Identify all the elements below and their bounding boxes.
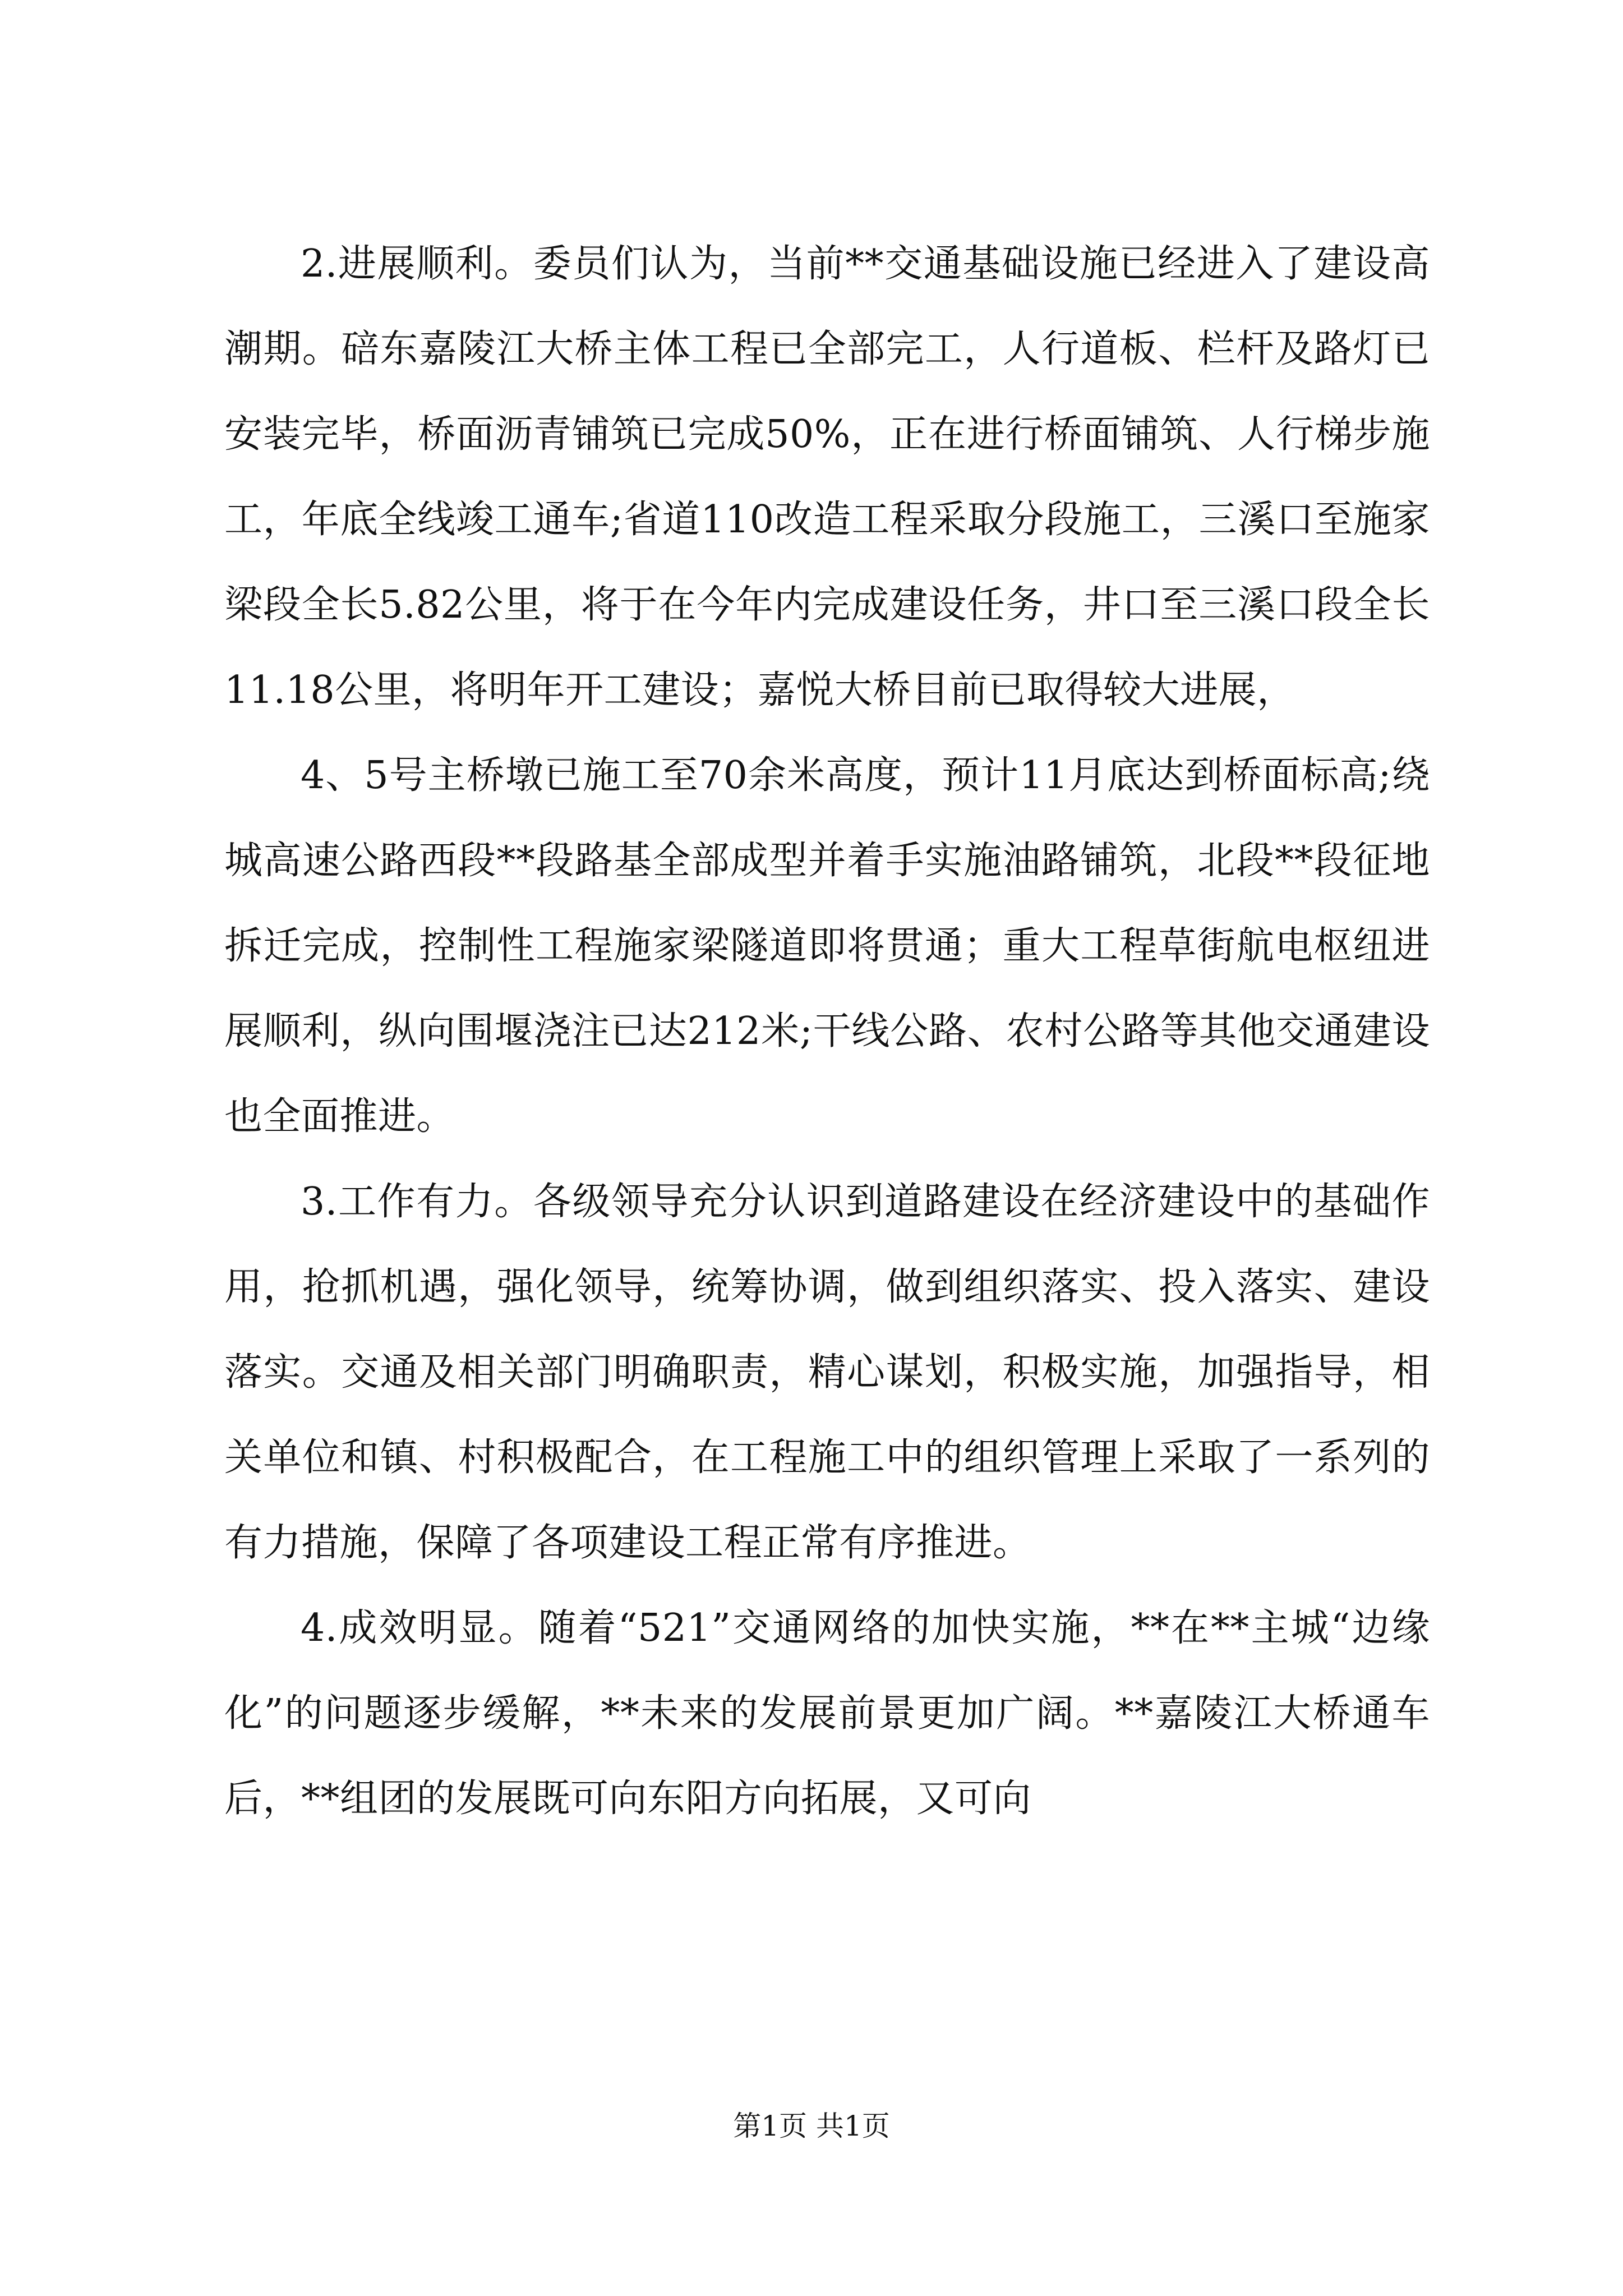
document-body [224,222,1430,1842]
paragraph-work-effort: 3.工作有力。各级领导充分认识到道路建设在经济建设中的基础作用，抢抓机遇，强化领导，统筹协调，做到组织落实、投入落实、建设落实。交通及相关部门明确职责，精心谋划，积极实施，加强指导，相关单位和镇、村积极配合，在工程施工中的组织管理上采取了一系列的有力措施，保障了各项建设工程正常有序推进。 [224,1180,1430,1565]
page-footer: 第1页 共1页 [733,2110,890,2142]
paragraph-progress: 2.进展顺利。委员们认为，当前**交通基础设施已经进入了建设高潮期。碚东嘉陵江大桥主体工程已全部完工，人行道板、栏杆及路灯已安装完毕，桥面沥青铺筑已完成50%，正在进行桥面铺筑、人行梯步施工，年底全线竣工通车;省道110改造工程采取分段施工，三溪口至施家梁段全长5.82公里，将于在今年内完成建设任务，井口至三溪口段全长11.18公里，将明年开工建设；嘉悦大桥目前已取得较大进展， [224,242,1430,712]
paragraph-results: 4.成效明显。随着“521”交通网络的加快实施，**在**主城“边缘化”的问题逐步缓解，**未来的发展前景更加广阔。**嘉陵江大桥通车后，**组团的发展既可向东阳方向拓展，又可向 [224,1606,1430,1821]
paragraph-bridge-pier: 4、5号主桥墩已施工至70余米高度，预计11月底达到桥面标高;绕城高速公路西段**段路基全部成型并着手实施油路铺筑，北段**段征地拆迁完成，控制性工程施家梁隧道即将贯通；重大工程草街航电枢纽进展顺利，纵向围堰浇注已达212米;干线公路、农村公路等其他交通建设也全面推进。 [224,753,1430,1139]
